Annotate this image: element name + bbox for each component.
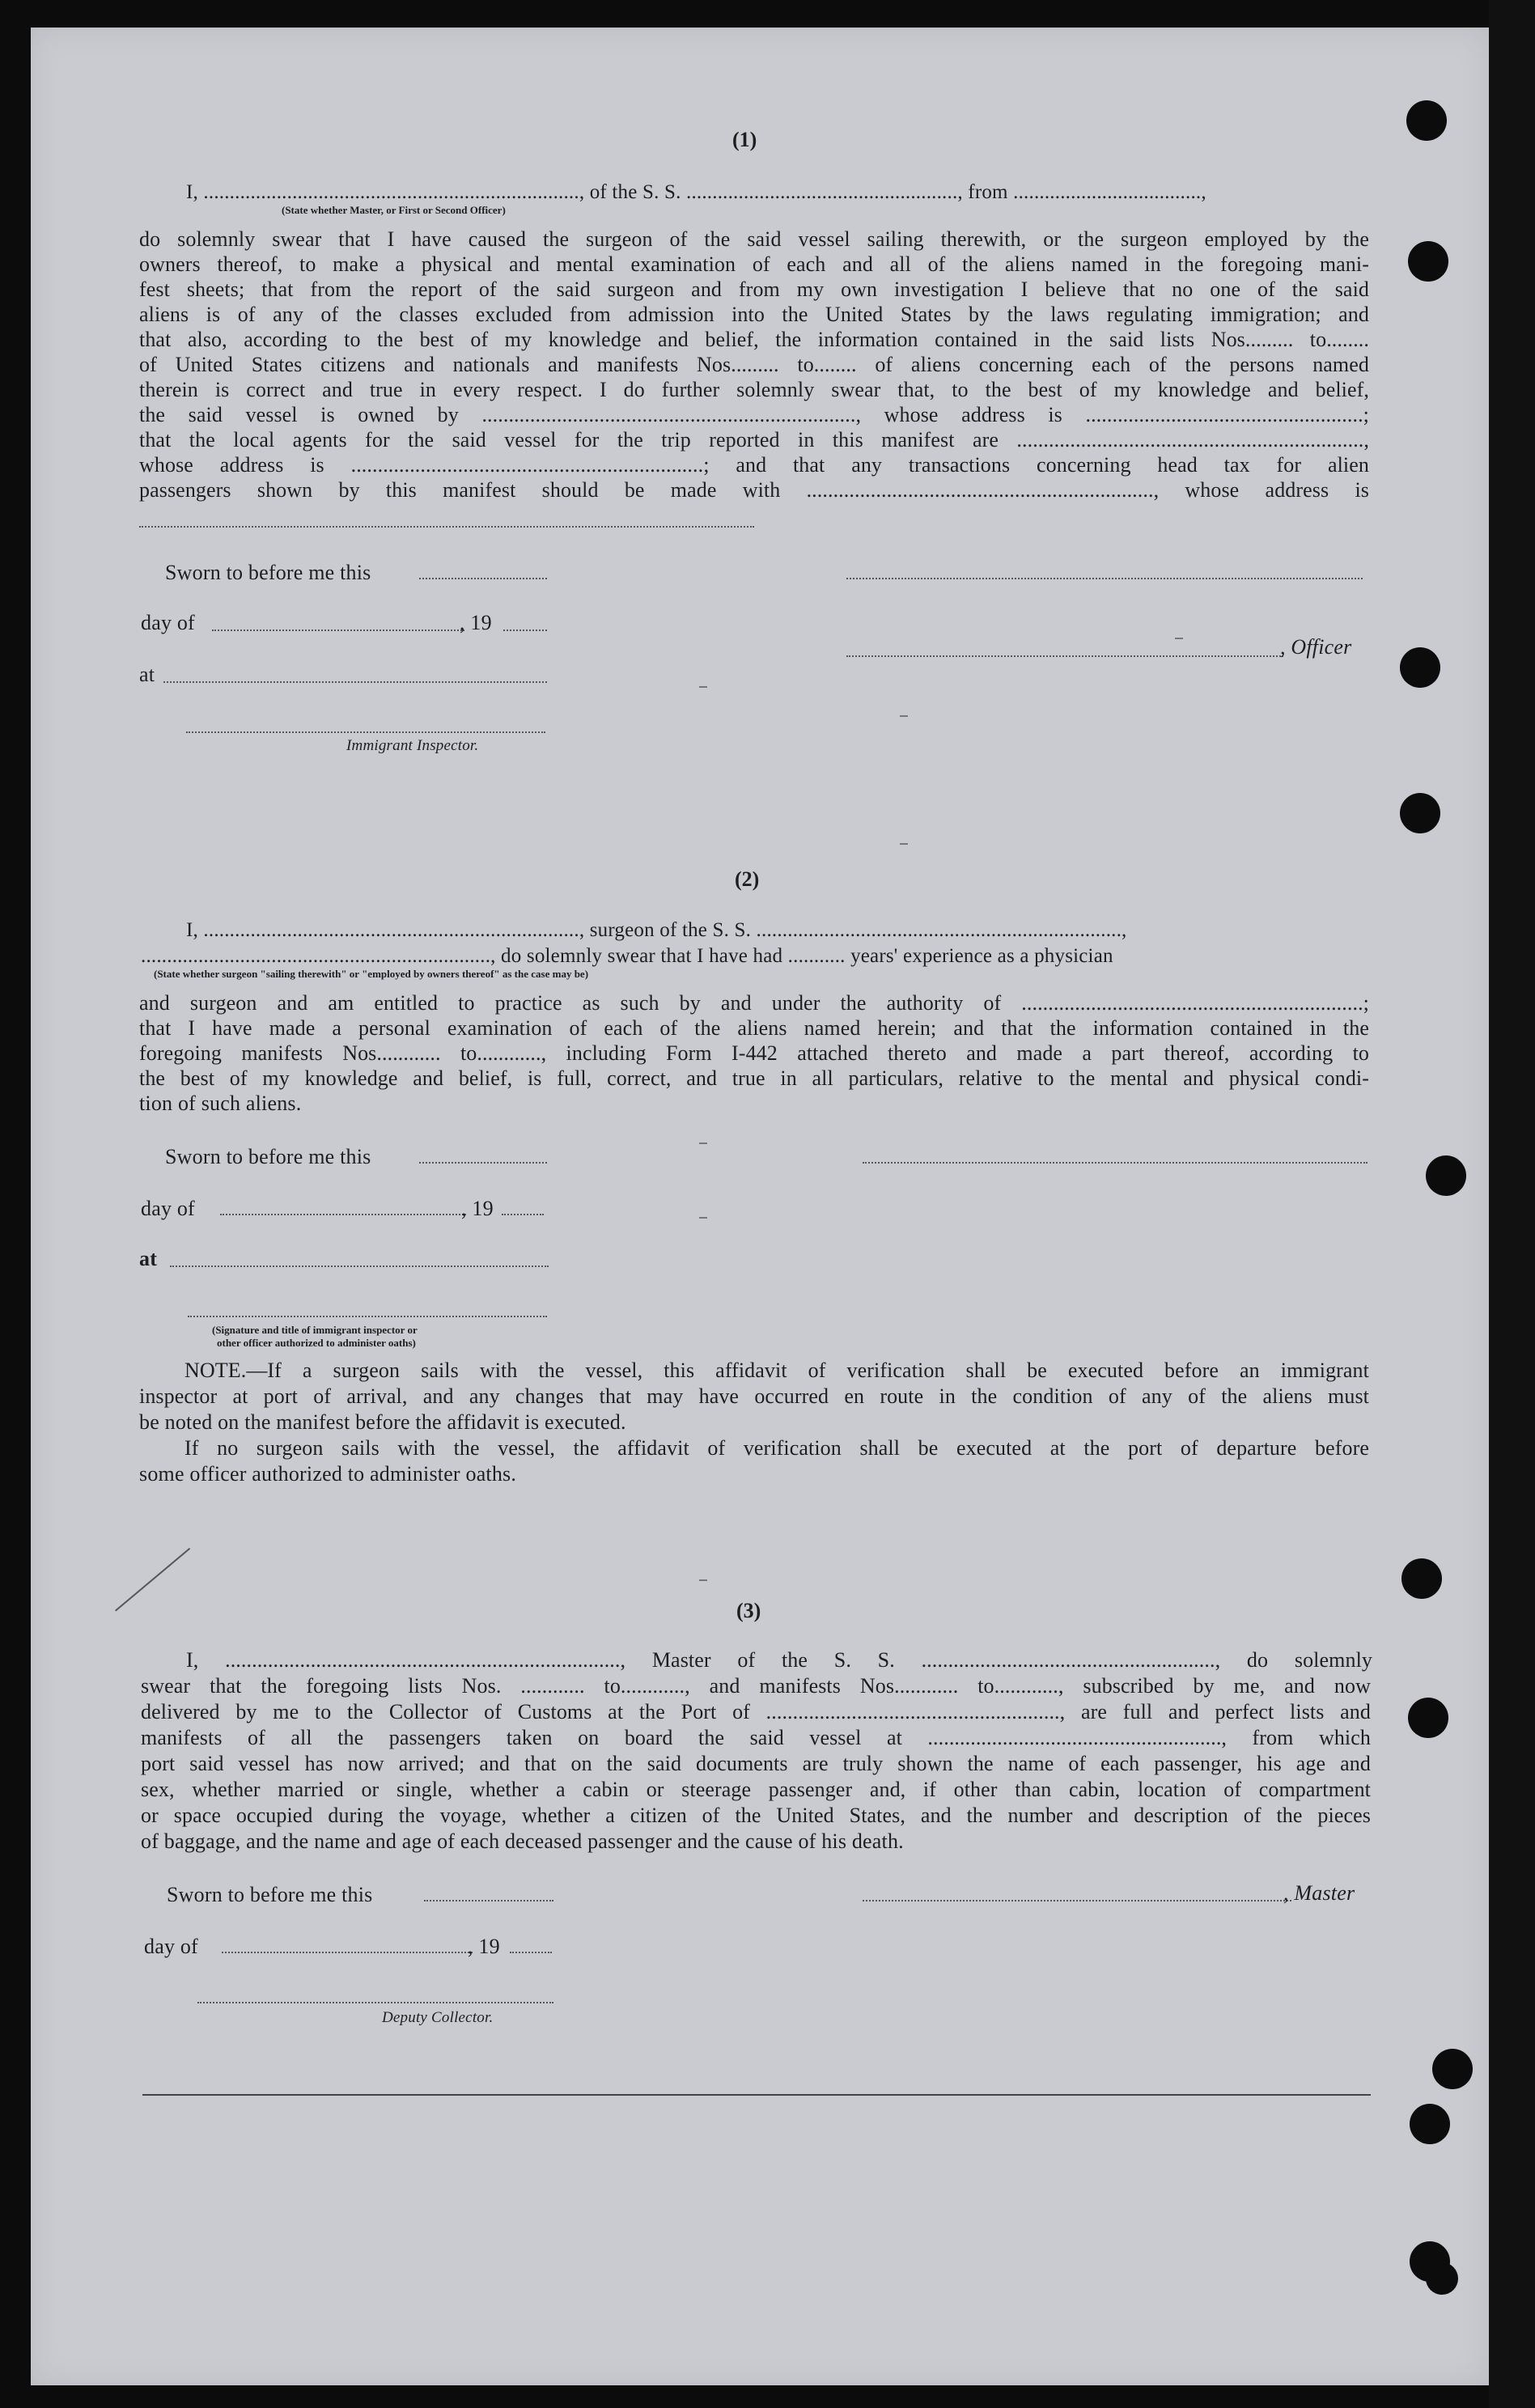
section-1-paragraph-line: do solemnly swear that I have caused the surgeon of the said vessel sailing therewith, or the surgeon employed by the bbox=[139, 227, 1369, 251]
section-3-sworn-date-line bbox=[424, 1900, 553, 1901]
scan-mark bbox=[1175, 638, 1183, 639]
section-1-paragraph-line: therein is correct and true in every respect. I do further solemnly swear that, to the best of my knowledge and belief, bbox=[139, 378, 1369, 401]
section-2-at-line bbox=[170, 1265, 549, 1267]
section-1-sworn-date-line bbox=[419, 578, 547, 579]
section-2-inspector-signature-line bbox=[188, 1316, 547, 1317]
scan-mark bbox=[699, 1579, 707, 1581]
section-1-inspector-caption: Immigrant Inspector. bbox=[346, 737, 479, 754]
punch-hole bbox=[1408, 1698, 1448, 1738]
section-2-day-line bbox=[220, 1214, 466, 1215]
section-1-number: (1) bbox=[732, 128, 757, 151]
section-3-year-label: , 19 bbox=[468, 1935, 500, 1958]
section-2-signature-hint: other officer authorized to administer oaths) bbox=[217, 1337, 416, 1349]
note-line: NOTE.—If a surgeon sails with the vessel, this affidavit of verification shall be executed before an immigrant bbox=[184, 1359, 1369, 1382]
section-3-collector-caption: Deputy Collector. bbox=[382, 2009, 494, 2026]
section-2-oath-line: I, ........................................................................, surgeon of the S. S. ......................................................................, bbox=[186, 919, 1127, 941]
section-2-paragraph-line: foregoing manifests Nos............ to............, including Form I-442 attached thereto and made a part thereof, according to bbox=[139, 1041, 1369, 1065]
section-2-paragraph-line: tion of such aliens. bbox=[139, 1092, 302, 1115]
section-1-day-line bbox=[212, 630, 464, 631]
section-3-collector-signature-line bbox=[197, 2002, 553, 2003]
section-1-officer-caption: , Officer bbox=[1280, 635, 1352, 659]
section-2-sworn-date-line bbox=[419, 1162, 547, 1164]
punch-hole bbox=[1426, 1155, 1466, 1196]
scan-mark bbox=[699, 1143, 707, 1144]
section-1-sworn-label: Sworn to before me this bbox=[165, 561, 371, 584]
punch-hole bbox=[1400, 793, 1440, 833]
section-1-year-line bbox=[503, 630, 547, 631]
section-1-year-label: , 19 bbox=[460, 611, 492, 634]
section-1-paragraph-line: of United States citizens and nationals and manifests Nos......... to........ of aliens concerning each of the persons named bbox=[139, 353, 1369, 376]
section-1-address-line bbox=[139, 526, 754, 528]
punch-hole bbox=[1410, 2104, 1450, 2144]
note-line: If no surgeon sails with the vessel, the affidavit of verification shall be executed at the port of departure before bbox=[184, 1436, 1369, 1460]
punch-hole bbox=[1406, 100, 1447, 141]
scan-mark bbox=[900, 715, 908, 717]
note-line: some officer authorized to administer oaths. bbox=[139, 1462, 517, 1486]
section-3-year-line bbox=[510, 1952, 552, 1953]
scan-mark bbox=[900, 843, 908, 845]
section-3-number: (3) bbox=[736, 1599, 761, 1622]
section-3-master-signature-line bbox=[863, 1900, 1291, 1901]
section-3-day-line bbox=[222, 1952, 473, 1953]
section-2-signature-hint: (Signature and title of immigrant inspector or bbox=[212, 1324, 418, 1336]
section-1-paragraph-line: owners thereof, to make a physical and mental examination of each and all of the aliens named in the foregoing mani- bbox=[139, 252, 1369, 276]
section-1-at-line bbox=[163, 681, 547, 683]
note-line: inspector at port of arrival, and any changes that may have occurred en route in the condition of any of the aliens must bbox=[139, 1384, 1369, 1408]
punch-hole bbox=[1426, 2262, 1458, 2295]
section-3-paragraph-line: port said vessel has now arrived; and that on the said documents are truly shown the name of each passenger, his age and bbox=[141, 1752, 1371, 1775]
section-3-paragraph-line: or space occupied during the voyage, whether a citizen of the United States, and the number and description of the pieces bbox=[141, 1804, 1371, 1827]
section-1-master-hint: (State whether Master, or First or Second Officer) bbox=[282, 204, 506, 216]
section-1-paragraph-line: the said vessel is owned by ......................................................................, whose address is ....................................................; bbox=[139, 403, 1369, 426]
section-1-officer-line bbox=[846, 655, 1283, 657]
section-3-master-caption: , Master bbox=[1283, 1881, 1355, 1905]
scan-edge bbox=[1489, 0, 1535, 2408]
section-1-at-label: at bbox=[139, 663, 155, 686]
punch-hole bbox=[1400, 647, 1440, 688]
section-3-paragraph-line: of baggage, and the name and age of each deceased passenger and the cause of his death. bbox=[141, 1829, 904, 1853]
section-2-surgeon-signature-line bbox=[863, 1162, 1368, 1164]
section-1-oath-line: I, ........................................................................, of the S. S. ...................................................., from ...................................., bbox=[186, 181, 1206, 203]
section-1-paragraph-line: that the local agents for the said vessel for the trip reported in this manifest are ................................................................., bbox=[139, 428, 1369, 451]
section-1-paragraph-line: fest sheets; that from the report of the said surgeon and from my own investigation I believe that no one of the said bbox=[139, 278, 1369, 301]
scan-mark bbox=[699, 686, 707, 688]
section-3-sworn-label: Sworn to before me this bbox=[167, 1883, 373, 1906]
section-1-day-label: day of bbox=[141, 611, 195, 634]
section-2-year-label: , 19 bbox=[461, 1197, 494, 1220]
section-3-paragraph-line: manifests of all the passengers taken on board the said vessel at ......................................................., from which bbox=[141, 1726, 1371, 1749]
section-1-paragraph-line: passengers shown by this manifest should be made with ................................................................., whose address is bbox=[139, 478, 1369, 502]
punch-hole bbox=[1408, 241, 1448, 282]
section-3-day-label: day of bbox=[144, 1935, 198, 1958]
section-3-paragraph-line: swear that the foregoing lists Nos. ............ to............, and manifests Nos............ to............, subscribed by me, and now bbox=[141, 1674, 1371, 1698]
section-3-paragraph-line: sex, whether married or single, whether a cabin or steerage passenger and, if other than cabin, location of compartment bbox=[141, 1778, 1371, 1801]
section-3-paragraph-line: I, .........................................................................., Master of the S. S. ......................................................., do solemnly bbox=[186, 1648, 1372, 1672]
section-2-paragraph-line: the best of my knowledge and belief, is full, correct, and true in all particulars, relative to the mental and physical condi- bbox=[139, 1066, 1369, 1090]
section-3-paragraph-line: delivered by me to the Collector of Customs at the Port of ......................................................., are full and perfect lists and bbox=[141, 1700, 1371, 1723]
page-bottom-rule bbox=[142, 2094, 1371, 2096]
punch-hole bbox=[1432, 2049, 1473, 2089]
section-2-paragraph-line: and surgeon and am entitled to practice as such by and under the authority of ................................................................; bbox=[139, 991, 1369, 1015]
section-2-at-label: at bbox=[139, 1247, 158, 1270]
section-2-day-label: day of bbox=[141, 1197, 195, 1220]
section-2-paragraph-line: that I have made a personal examination of each of the aliens named herein; and that the information contained in the bbox=[139, 1016, 1369, 1040]
section-2-oath-line-2: ..................................................................., do solemnly swear that I have had ........... years' experience as a physician bbox=[141, 945, 1113, 967]
section-2-year-line bbox=[502, 1214, 544, 1215]
punch-hole bbox=[1401, 1558, 1442, 1599]
note-line: be noted on the manifest before the affidavit is executed. bbox=[139, 1410, 626, 1434]
scan-mark bbox=[699, 1217, 707, 1219]
section-2-surgeon-hint: (State whether surgeon "sailing therewith" or "employed by owners thereof" as the case may be) bbox=[154, 968, 589, 980]
section-1-paragraph-line: whose address is ..................................................................; and that any transactions concerning head tax for alien bbox=[139, 453, 1369, 477]
section-1-officer-signature-line bbox=[846, 578, 1363, 579]
section-1-paragraph-line: aliens is of any of the classes excluded from admission into the United States by the laws regulating immigration; and bbox=[139, 303, 1369, 326]
section-2-number: (2) bbox=[735, 867, 760, 891]
section-2-sworn-label: Sworn to before me this bbox=[165, 1145, 371, 1168]
section-1-paragraph-line: that also, according to the best of my knowledge and belief, the information contained in the said lists Nos......... to........ bbox=[139, 328, 1369, 351]
